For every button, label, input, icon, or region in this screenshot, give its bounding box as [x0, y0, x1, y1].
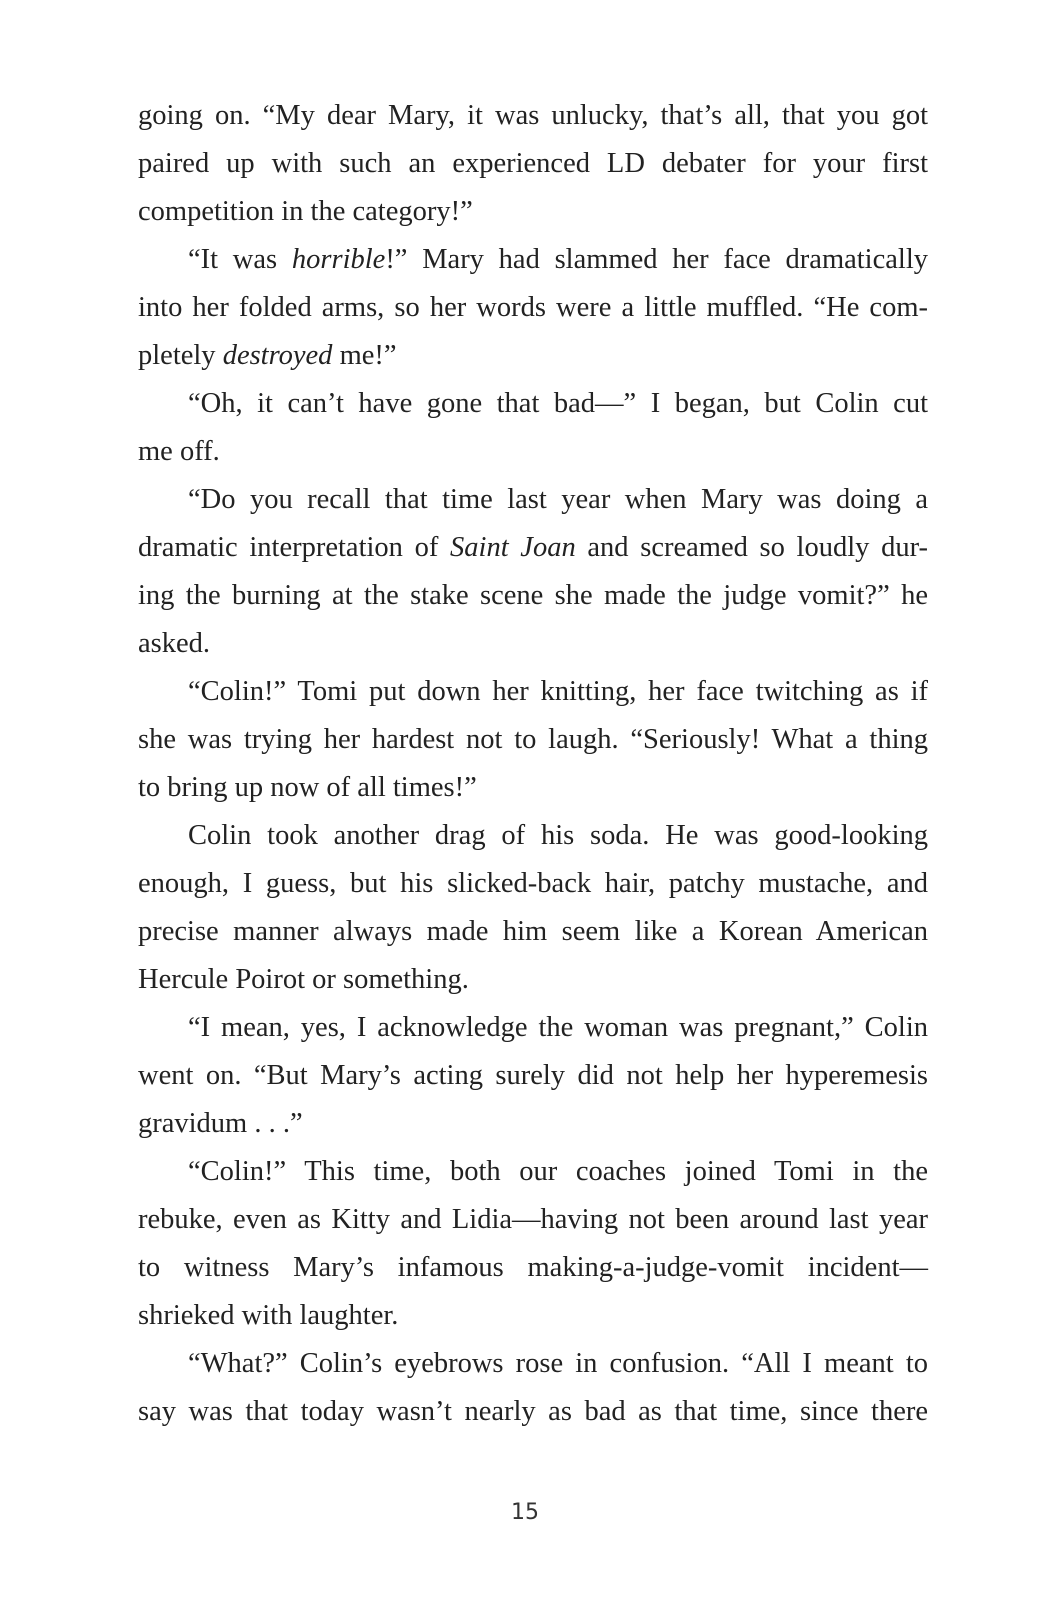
- text-run: say was that today wasn’t nearly as bad as that time, since there: [138, 1396, 928, 1427]
- text-run: dramatic interpretation of: [138, 532, 451, 563]
- italic-text-run: horrible: [291, 244, 386, 275]
- text-run: to bring up now of all times!”: [138, 772, 477, 803]
- text-line: [138, 1244, 928, 1292]
- text-line: [138, 92, 928, 140]
- text-run: ing the burning at the stake scene she made the judge vomit?” he: [138, 580, 928, 611]
- text-run: me!”: [332, 340, 397, 371]
- text-run: “I mean, yes, I acknowledge the woman was pregnant,” Colin: [188, 1012, 928, 1043]
- text-line: [188, 1340, 928, 1388]
- text-line: [138, 764, 477, 812]
- text-run: “What?” Colin’s eyebrows rose in confusion. “All I meant to: [188, 1348, 928, 1379]
- text-line: [138, 524, 928, 572]
- text-run: paired up with such an experienced LD debater for your first: [138, 148, 928, 179]
- text-line: [188, 476, 928, 524]
- text-line: [138, 332, 397, 380]
- text-line: [138, 140, 928, 188]
- text-line: [138, 1052, 928, 1100]
- text-line: [138, 908, 928, 956]
- text-line: [138, 1292, 398, 1340]
- text-line: [138, 188, 473, 236]
- text-line: [138, 1196, 928, 1244]
- text-run: she was trying her hardest not to laugh. “Seriously! What a thing: [138, 724, 928, 755]
- text-run: “Oh, it can’t have gone that bad—” I began, but Colin cut: [188, 388, 928, 419]
- italic-text-run: destroyed: [222, 340, 333, 371]
- text-line: [138, 716, 928, 764]
- text-run: competition in the category!”: [138, 196, 473, 227]
- text-run: me off.: [138, 436, 220, 467]
- text-run: enough, I guess, but his slicked-back hair, patchy mustache, and: [138, 868, 928, 899]
- text-line: [188, 380, 928, 428]
- text-line: [138, 620, 210, 668]
- text-run: gravidum . . .”: [138, 1108, 303, 1139]
- text-line: [138, 860, 928, 908]
- text-line: [138, 956, 469, 1004]
- text-run: to witness Mary’s infamous making-a-judge-vomit incident—: [138, 1252, 928, 1283]
- text-line: [188, 1148, 928, 1196]
- text-line: [188, 1004, 928, 1052]
- text-run: into her folded arms, so her words were a little muffled. “He com-: [138, 292, 928, 323]
- text-run: asked.: [138, 628, 211, 659]
- text-line: [138, 1100, 303, 1148]
- text-run: and screamed so loudly dur-: [575, 532, 928, 563]
- text-run: Hercule Poirot or something.: [138, 964, 469, 995]
- text-run: “Colin!” Tomi put down her knitting, her face twitching as if: [188, 676, 928, 707]
- page-number: 15: [511, 1500, 539, 1525]
- text-run: “It was: [188, 244, 292, 275]
- text-run: precise manner always made him seem like a Korean American: [138, 916, 928, 947]
- italic-text-run: Saint Joan: [450, 532, 576, 563]
- text-line: [138, 572, 928, 620]
- text-line: [188, 236, 928, 284]
- text-run: Colin took another drag of his soda. He was good-looking: [188, 820, 928, 851]
- text-run: !” Mary had slammed her face dramatically: [385, 244, 928, 275]
- text-run: shrieked with laughter.: [138, 1300, 399, 1331]
- text-run: rebuke, even as Kitty and Lidia—having not been around last year: [138, 1204, 928, 1235]
- text-line: [138, 428, 220, 476]
- text-line: [188, 668, 928, 716]
- text-run: “Colin!” This time, both our coaches joined Tomi in the: [188, 1156, 928, 1187]
- text-line: [138, 284, 928, 332]
- text-run: “Do you recall that time last year when Mary was doing a: [188, 484, 928, 515]
- text-line: [188, 812, 928, 860]
- text-run: went on. “But Mary’s acting surely did not help her hyperemesis: [138, 1060, 928, 1091]
- text-run: pletely: [138, 340, 223, 371]
- text-line: [138, 1388, 928, 1436]
- text-run: going on. “My dear Mary, it was unlucky, that’s all, that you got: [138, 100, 928, 131]
